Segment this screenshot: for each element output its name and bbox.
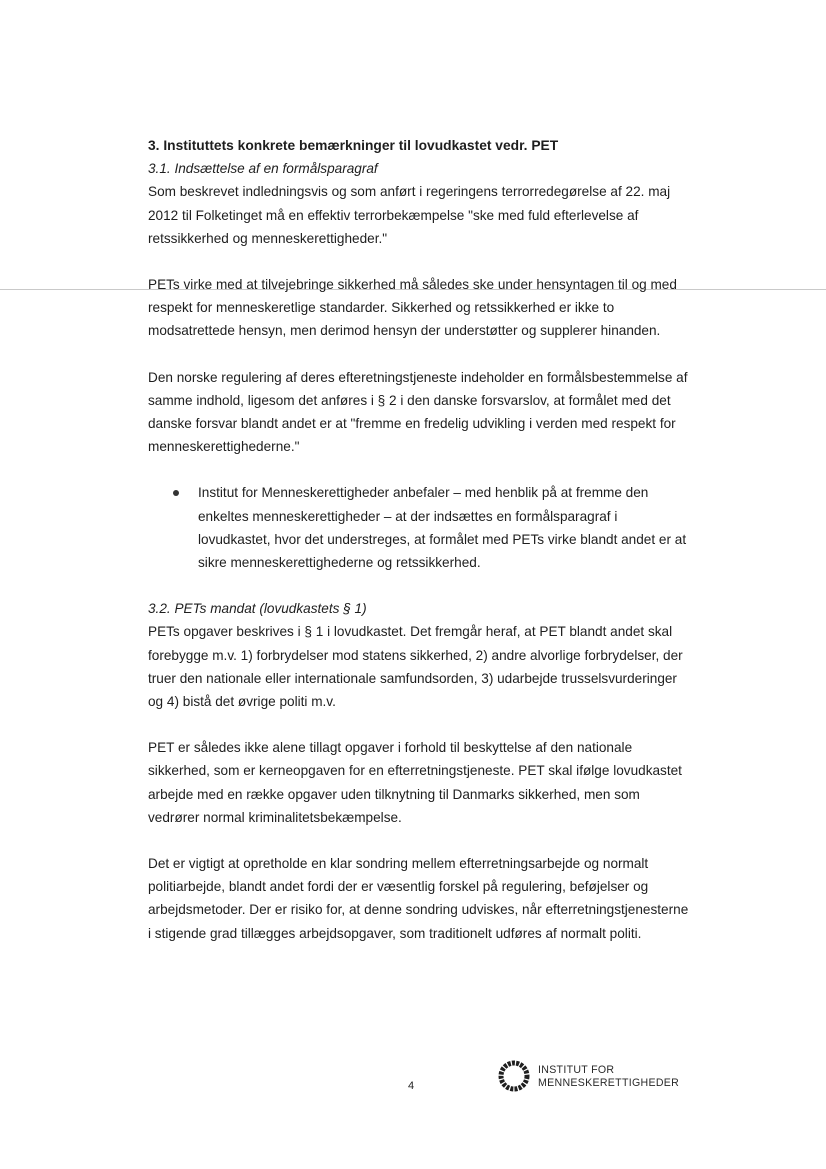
subsection-title-3-2: 3.2. PETs mandat (lovudkastets § 1) xyxy=(148,601,367,617)
section-heading: 3. Instituttets konkrete bemærkninger til lovudkastet vedr. PET xyxy=(148,138,559,153)
page-number: 4 xyxy=(408,1080,415,1092)
recommendation-text: Institut for Menneskerettigheder anbefaler – med henblik på at fremme den enkeltes menneskerettigheder – at der indsættes en formålsparagraf i lovudkastet, hvor det understreges, at formålet med PETs virke blandt andet er at sikre menneskerettighederne og retssikkerhed. xyxy=(198,485,687,571)
organization-name-line1: INSTITUT FOR xyxy=(538,1064,615,1076)
institute-logo-icon xyxy=(497,1059,531,1093)
paragraph: PETs opgaver beskrives i § 1 i lovudkastet. Det fremgår heraf, at PET blandt andet skal forebygge m.v. 1) forbrydelser mod statens sikkerhed, 2) andre alvorlige forbrydelser, der truer den nationale eller internationale samfundsorden, 3) udarbejde trusselsvurderinger og 4) bistå det øvrige politi m.v. xyxy=(148,624,683,710)
recommendation-bullet xyxy=(148,481,693,574)
organization-name-line2: MENNESKERETTIGHEDER xyxy=(538,1077,680,1089)
bullet-icon xyxy=(173,490,179,496)
organization-name xyxy=(538,1064,679,1090)
document-body xyxy=(148,134,693,945)
paragraph: Det er vigtigt at opretholde en klar sondring mellem efterretningsarbejde og normalt politiarbejde, blandt andet fordi der er væsentlig forskel på regulering, beføjelser og arbejdsmetoder. Der er risiko for, at denne sondring udviskes, når efterretningstjenesterne i stigende grad tillægges arbejdsopgaver, som traditionelt udføres af normalt politi. xyxy=(148,856,689,941)
paragraph: PET er således ikke alene tillagt opgaver i forhold til beskyttelse af den nationale sikkerhed, som er kerneopgaven for en efterretningstjeneste. PET skal ifølge lovudkastet arbejde med en række opgaver uden tilknytning til Danmarks sikkerhed, men som vedrører normal kriminalitetsbekæmpelse. xyxy=(148,740,682,825)
subsection-title-3-1: 3.1. Indsættelse af en formålsparagraf xyxy=(148,161,378,177)
paragraph: Som beskrevet indledningsvis og som anført i regeringens terrorredegørelse af 22. maj 2012 til Folketinget må en effektiv terrorbekæmpelse "ske med fuld efterlevelse af retssikkerhed og menneskerettigheder." xyxy=(148,184,671,246)
paragraph: Den norske regulering af deres efteretningstjeneste indeholder en formålsbestemmelse af samme indhold, ligesom det anføres i § 2 i den danske forsvarslov, at formålet med det danske forsvar blandt andet er at "fremme en fredelig udvikling i verden med respekt for menneskerettighederne." xyxy=(148,369,688,455)
paragraph: PETs virke med at tilvejebringe sikkerhed må således ske under hensyntagen til og med respekt for menneskeretlige standarder. Sikkerhed og retssikkerhed er ikke to modsatrettede hensyn, men derimod hensyn der understøtter og supplerer hinanden. xyxy=(148,277,677,339)
